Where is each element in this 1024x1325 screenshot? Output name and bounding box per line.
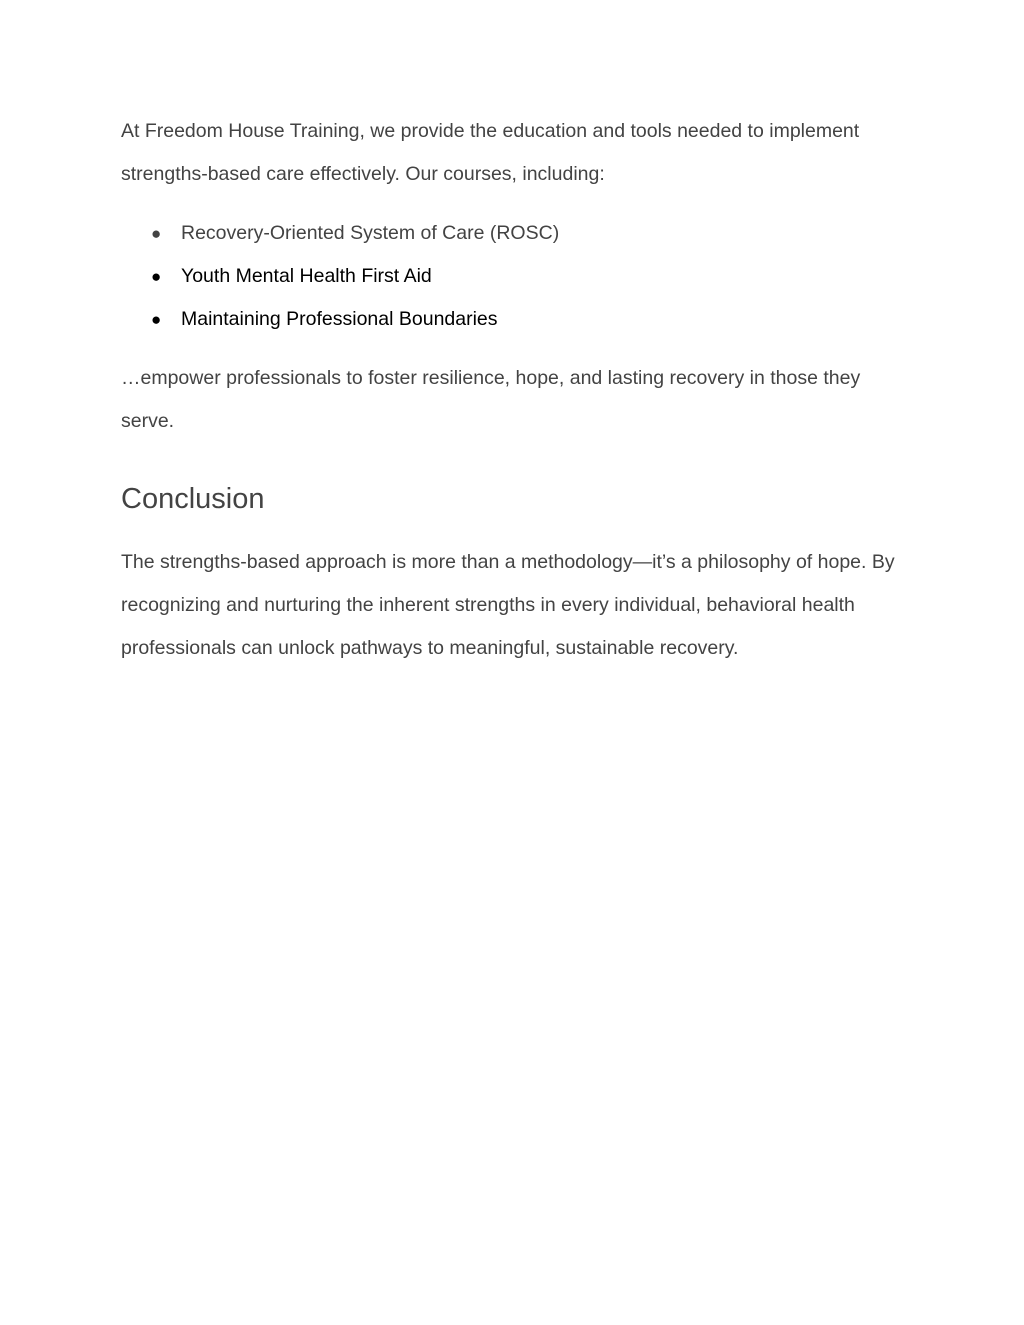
bullet-icon: ● xyxy=(151,310,162,329)
course-link[interactable]: Youth Mental Health First Aid xyxy=(181,265,432,287)
course-label: Recovery-Oriented System of Care (ROSC) xyxy=(181,222,560,244)
course-link[interactable]: Maintaining Professional Boundaries xyxy=(181,308,498,330)
intro-paragraph: At Freedom House Training, we provide the education and tools needed to implement strengths-based care effectively. Our courses, including: xyxy=(121,120,860,185)
list-item-maintaining-professional-boundaries[interactable] xyxy=(121,298,911,341)
conclusion-paragraph: The strengths-based approach is more than a methodology—it’s a philosophy of hope. By recognizing and nurturing the inherent strengths in every individual, behavioral health professionals can unlock pathways to meaningful, sustainable recovery. xyxy=(121,551,895,659)
document-content xyxy=(121,110,911,670)
list-item-youth-mental-health-first-aid[interactable] xyxy=(121,255,911,298)
after-list-paragraph: …empower professionals to foster resilience, hope, and lasting recovery in those they serve. xyxy=(121,367,861,432)
conclusion-heading: Conclusion xyxy=(121,483,265,515)
course-list xyxy=(121,212,911,341)
list-item-rosc xyxy=(121,212,911,255)
bullet-icon: ● xyxy=(151,224,162,243)
bullet-icon: ● xyxy=(151,267,162,286)
